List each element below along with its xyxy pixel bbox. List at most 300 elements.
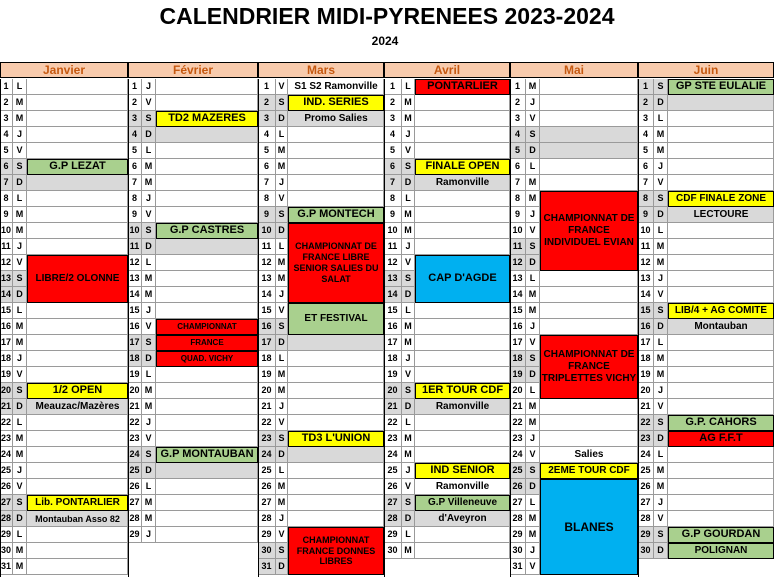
day-number[interactable]: 15	[638, 303, 654, 319]
day-number[interactable]: 23	[0, 431, 13, 447]
day-number[interactable]: 14	[128, 287, 142, 303]
day-number[interactable]: 24	[258, 447, 276, 463]
day-number[interactable]: 10	[384, 223, 402, 239]
day-number[interactable]: 20	[384, 383, 402, 399]
day-number[interactable]: 22	[128, 415, 142, 431]
day-cell[interactable]	[668, 335, 774, 351]
day-cell[interactable]	[288, 351, 384, 367]
day-number[interactable]: 16	[638, 319, 654, 335]
day-number[interactable]: 27	[258, 495, 276, 511]
day-cell[interactable]	[27, 239, 128, 255]
event-jan-4[interactable]	[27, 495, 128, 511]
weekday-letter[interactable]: L	[13, 415, 27, 431]
day-number[interactable]: 14	[384, 287, 402, 303]
weekday-letter[interactable]: M	[13, 335, 27, 351]
day-number[interactable]: 2	[510, 95, 526, 111]
day-number[interactable]: 9	[258, 207, 276, 223]
day-cell[interactable]	[668, 351, 774, 367]
weekday-letter[interactable]: L	[654, 335, 668, 351]
day-cell[interactable]	[415, 415, 510, 431]
day-number[interactable]: 3	[128, 111, 142, 127]
day-number[interactable]: 22	[258, 415, 276, 431]
weekday-letter[interactable]: S	[402, 159, 415, 175]
day-number[interactable]: 9	[0, 207, 13, 223]
day-cell[interactable]	[27, 335, 128, 351]
weekday-letter[interactable]: D	[526, 255, 540, 271]
day-cell[interactable]	[27, 415, 128, 431]
weekday-letter[interactable]: M	[142, 287, 156, 303]
day-number[interactable]: 15	[128, 303, 142, 319]
event-apr-2[interactable]	[415, 175, 510, 191]
weekday-letter[interactable]: J	[142, 79, 156, 95]
weekday-letter[interactable]: V	[402, 479, 415, 495]
day-cell[interactable]	[27, 559, 128, 575]
weekday-letter[interactable]: J	[276, 399, 288, 415]
day-number[interactable]: 1	[258, 79, 276, 95]
weekday-letter[interactable]: J	[276, 287, 288, 303]
day-cell[interactable]	[540, 95, 638, 111]
day-cell[interactable]	[415, 191, 510, 207]
day-cell[interactable]	[540, 175, 638, 191]
weekday-letter[interactable]: S	[402, 271, 415, 287]
day-cell[interactable]	[27, 479, 128, 495]
weekday-letter[interactable]: D	[276, 559, 288, 575]
day-number[interactable]: 9	[510, 207, 526, 223]
day-number[interactable]: 9	[638, 207, 654, 223]
day-cell[interactable]	[156, 383, 258, 399]
day-cell[interactable]	[156, 527, 258, 543]
event-mar-1[interactable]	[288, 95, 384, 111]
weekday-letter[interactable]: M	[276, 255, 288, 271]
day-number[interactable]: 2	[258, 95, 276, 111]
day-number[interactable]: 1	[0, 79, 13, 95]
day-number[interactable]: 1	[638, 79, 654, 95]
weekday-letter[interactable]: L	[402, 415, 415, 431]
day-number[interactable]: 30	[510, 543, 526, 559]
day-cell[interactable]	[156, 79, 258, 95]
day-number[interactable]: 12	[510, 255, 526, 271]
day-number[interactable]: 17	[510, 335, 526, 351]
day-number[interactable]: 2	[384, 95, 402, 111]
weekday-letter[interactable]: M	[13, 95, 27, 111]
weekday-letter[interactable]: M	[13, 543, 27, 559]
day-cell[interactable]	[156, 287, 258, 303]
weekday-letter[interactable]: S	[276, 431, 288, 447]
day-number[interactable]: 31	[0, 559, 13, 575]
day-cell[interactable]	[27, 111, 128, 127]
weekday-letter[interactable]: S	[142, 223, 156, 239]
day-cell[interactable]	[288, 479, 384, 495]
day-cell[interactable]	[540, 399, 638, 415]
day-cell[interactable]	[540, 159, 638, 175]
day-cell[interactable]	[668, 447, 774, 463]
day-number[interactable]: 1	[384, 79, 402, 95]
weekday-letter[interactable]: D	[276, 447, 288, 463]
day-cell[interactable]	[415, 319, 510, 335]
day-cell[interactable]	[27, 191, 128, 207]
day-cell[interactable]	[540, 415, 638, 431]
weekday-letter[interactable]: S	[276, 543, 288, 559]
weekday-letter[interactable]: M	[276, 143, 288, 159]
day-number[interactable]: 4	[258, 127, 276, 143]
weekday-letter[interactable]: S	[402, 495, 415, 511]
weekday-letter[interactable]: M	[402, 207, 415, 223]
day-number[interactable]: 3	[384, 111, 402, 127]
weekday-letter[interactable]: L	[654, 223, 668, 239]
weekday-letter[interactable]: M	[402, 447, 415, 463]
day-cell[interactable]	[27, 223, 128, 239]
weekday-letter[interactable]: M	[526, 79, 540, 95]
weekday-letter[interactable]: S	[13, 495, 27, 511]
day-number[interactable]: 16	[510, 319, 526, 335]
day-number[interactable]: 18	[638, 351, 654, 367]
day-cell[interactable]	[156, 479, 258, 495]
day-cell[interactable]	[27, 447, 128, 463]
day-number[interactable]: 11	[128, 239, 142, 255]
day-cell[interactable]	[156, 159, 258, 175]
weekday-letter[interactable]: M	[526, 399, 540, 415]
day-cell[interactable]	[668, 367, 774, 383]
day-cell[interactable]	[668, 271, 774, 287]
day-number[interactable]: 12	[258, 255, 276, 271]
weekday-letter[interactable]: V	[402, 367, 415, 383]
day-cell[interactable]	[27, 463, 128, 479]
weekday-letter[interactable]: S	[654, 415, 668, 431]
weekday-letter[interactable]: M	[142, 383, 156, 399]
weekday-letter[interactable]: M	[526, 415, 540, 431]
day-number[interactable]: 11	[0, 239, 13, 255]
day-number[interactable]: 23	[638, 431, 654, 447]
day-number[interactable]: 21	[0, 399, 13, 415]
day-number[interactable]: 15	[0, 303, 13, 319]
event-feb-3[interactable]	[156, 335, 258, 351]
weekday-letter[interactable]: J	[654, 495, 668, 511]
weekday-letter[interactable]: M	[402, 223, 415, 239]
day-number[interactable]: 18	[510, 351, 526, 367]
weekday-letter[interactable]: M	[13, 431, 27, 447]
weekday-letter[interactable]: D	[654, 319, 668, 335]
day-cell[interactable]	[27, 319, 128, 335]
weekday-letter[interactable]: S	[142, 447, 156, 463]
weekday-letter[interactable]: V	[276, 79, 288, 95]
day-cell[interactable]	[156, 463, 258, 479]
day-cell[interactable]	[27, 303, 128, 319]
weekday-letter[interactable]: M	[526, 175, 540, 191]
day-cell[interactable]	[540, 319, 638, 335]
event-apr-0[interactable]	[415, 79, 510, 95]
day-cell[interactable]	[415, 207, 510, 223]
weekday-letter[interactable]: D	[142, 127, 156, 143]
weekday-letter[interactable]: D	[526, 143, 540, 159]
event-apr-10[interactable]	[415, 511, 510, 527]
day-cell[interactable]	[288, 143, 384, 159]
day-number[interactable]: 11	[510, 239, 526, 255]
day-number[interactable]: 15	[258, 303, 276, 319]
weekday-letter[interactable]: D	[276, 223, 288, 239]
event-jan-1[interactable]	[27, 255, 128, 303]
weekday-letter[interactable]: V	[142, 431, 156, 447]
weekday-letter[interactable]: M	[276, 367, 288, 383]
weekday-letter[interactable]: J	[13, 239, 27, 255]
weekday-letter[interactable]: L	[276, 239, 288, 255]
event-feb-5[interactable]	[156, 447, 258, 463]
day-cell[interactable]	[540, 143, 638, 159]
day-cell[interactable]	[415, 367, 510, 383]
weekday-letter[interactable]: S	[654, 79, 668, 95]
day-number[interactable]: 23	[510, 431, 526, 447]
day-cell[interactable]	[415, 143, 510, 159]
weekday-letter[interactable]: L	[13, 191, 27, 207]
weekday-letter[interactable]: M	[654, 127, 668, 143]
day-number[interactable]: 17	[384, 335, 402, 351]
day-number[interactable]: 27	[128, 495, 142, 511]
weekday-letter[interactable]: V	[13, 479, 27, 495]
weekday-letter[interactable]: D	[654, 95, 668, 111]
day-number[interactable]: 3	[510, 111, 526, 127]
weekday-letter[interactable]: M	[402, 95, 415, 111]
day-number[interactable]: 2	[638, 95, 654, 111]
day-number[interactable]: 15	[510, 303, 526, 319]
weekday-letter[interactable]: M	[402, 319, 415, 335]
weekday-letter[interactable]: D	[142, 351, 156, 367]
day-number[interactable]: 17	[0, 335, 13, 351]
day-number[interactable]: 28	[510, 511, 526, 527]
weekday-letter[interactable]: J	[526, 207, 540, 223]
day-number[interactable]: 17	[258, 335, 276, 351]
day-cell[interactable]	[27, 207, 128, 223]
day-cell[interactable]	[156, 191, 258, 207]
day-number[interactable]: 5	[384, 143, 402, 159]
day-cell[interactable]	[668, 143, 774, 159]
day-number[interactable]: 5	[638, 143, 654, 159]
day-number[interactable]: 3	[0, 111, 13, 127]
event-jun-3[interactable]	[668, 303, 774, 319]
weekday-letter[interactable]: M	[654, 367, 668, 383]
day-number[interactable]: 5	[0, 143, 13, 159]
day-number[interactable]: 7	[258, 175, 276, 191]
day-number[interactable]: 22	[510, 415, 526, 431]
event-jun-5[interactable]	[668, 415, 774, 431]
day-number[interactable]: 23	[128, 431, 142, 447]
day-number[interactable]: 11	[638, 239, 654, 255]
day-number[interactable]: 16	[0, 319, 13, 335]
weekday-letter[interactable]: D	[276, 111, 288, 127]
day-number[interactable]: 25	[384, 463, 402, 479]
day-cell[interactable]	[27, 351, 128, 367]
day-number[interactable]: 31	[510, 559, 526, 575]
day-cell[interactable]	[156, 239, 258, 255]
day-number[interactable]: 2	[0, 95, 13, 111]
day-number[interactable]: 20	[128, 383, 142, 399]
day-number[interactable]: 29	[258, 527, 276, 543]
day-cell[interactable]	[27, 367, 128, 383]
day-number[interactable]: 12	[0, 255, 13, 271]
day-number[interactable]: 11	[258, 239, 276, 255]
day-number[interactable]: 21	[128, 399, 142, 415]
weekday-letter[interactable]: V	[142, 95, 156, 111]
weekday-letter[interactable]: M	[142, 271, 156, 287]
day-number[interactable]: 19	[638, 367, 654, 383]
weekday-letter[interactable]: L	[402, 303, 415, 319]
day-number[interactable]: 24	[128, 447, 142, 463]
weekday-letter[interactable]: M	[276, 495, 288, 511]
event-jan-2[interactable]	[27, 383, 128, 399]
day-cell[interactable]	[156, 175, 258, 191]
day-number[interactable]: 28	[128, 511, 142, 527]
event-jun-0[interactable]	[668, 79, 774, 95]
weekday-letter[interactable]: L	[402, 191, 415, 207]
day-number[interactable]: 11	[384, 239, 402, 255]
weekday-letter[interactable]: J	[526, 543, 540, 559]
event-apr-5[interactable]	[415, 399, 510, 415]
day-cell[interactable]	[415, 127, 510, 143]
day-number[interactable]: 13	[638, 271, 654, 287]
day-number[interactable]: 13	[510, 271, 526, 287]
weekday-letter[interactable]: D	[654, 207, 668, 223]
day-cell[interactable]	[288, 383, 384, 399]
day-cell[interactable]	[156, 431, 258, 447]
day-number[interactable]: 15	[384, 303, 402, 319]
day-number[interactable]: 26	[0, 479, 13, 495]
day-cell[interactable]	[288, 175, 384, 191]
day-number[interactable]: 26	[384, 479, 402, 495]
day-number[interactable]: 29	[384, 527, 402, 543]
weekday-letter[interactable]: M	[654, 463, 668, 479]
day-cell[interactable]	[156, 143, 258, 159]
weekday-letter[interactable]: S	[526, 351, 540, 367]
day-number[interactable]: 21	[384, 399, 402, 415]
weekday-letter[interactable]: M	[402, 431, 415, 447]
day-number[interactable]: 5	[128, 143, 142, 159]
day-cell[interactable]	[668, 287, 774, 303]
day-number[interactable]: 7	[638, 175, 654, 191]
weekday-letter[interactable]: D	[526, 367, 540, 383]
weekday-letter[interactable]: J	[276, 511, 288, 527]
day-cell[interactable]	[288, 159, 384, 175]
weekday-letter[interactable]: V	[402, 143, 415, 159]
weekday-letter[interactable]: M	[526, 303, 540, 319]
day-number[interactable]: 16	[258, 319, 276, 335]
day-cell[interactable]	[27, 431, 128, 447]
day-number[interactable]: 30	[638, 543, 654, 559]
weekday-letter[interactable]: V	[13, 367, 27, 383]
day-number[interactable]: 9	[384, 207, 402, 223]
weekday-letter[interactable]: L	[142, 143, 156, 159]
day-number[interactable]: 20	[0, 383, 13, 399]
weekday-letter[interactable]: M	[276, 479, 288, 495]
day-number[interactable]: 29	[128, 527, 142, 543]
day-cell[interactable]	[415, 223, 510, 239]
day-cell[interactable]	[288, 463, 384, 479]
day-number[interactable]: 8	[128, 191, 142, 207]
weekday-letter[interactable]: V	[526, 111, 540, 127]
day-number[interactable]: 14	[258, 287, 276, 303]
day-cell[interactable]	[668, 127, 774, 143]
day-cell[interactable]	[540, 271, 638, 287]
day-number[interactable]: 5	[258, 143, 276, 159]
day-number[interactable]: 16	[128, 319, 142, 335]
day-cell[interactable]	[415, 95, 510, 111]
day-cell[interactable]	[668, 479, 774, 495]
day-cell[interactable]	[156, 511, 258, 527]
weekday-letter[interactable]: L	[654, 447, 668, 463]
day-number[interactable]: 6	[0, 159, 13, 175]
day-number[interactable]: 28	[384, 511, 402, 527]
day-number[interactable]: 26	[638, 479, 654, 495]
event-apr-1[interactable]	[415, 159, 510, 175]
weekday-letter[interactable]: M	[142, 495, 156, 511]
day-number[interactable]: 8	[384, 191, 402, 207]
day-number[interactable]: 29	[638, 527, 654, 543]
day-cell[interactable]	[288, 447, 384, 463]
day-number[interactable]: 6	[638, 159, 654, 175]
weekday-letter[interactable]: L	[13, 527, 27, 543]
weekday-letter[interactable]: D	[276, 335, 288, 351]
event-mar-6[interactable]	[288, 431, 384, 447]
weekday-letter[interactable]: M	[13, 559, 27, 575]
weekday-letter[interactable]: L	[276, 463, 288, 479]
day-number[interactable]: 6	[384, 159, 402, 175]
day-cell[interactable]	[288, 191, 384, 207]
day-cell[interactable]	[415, 431, 510, 447]
day-cell[interactable]	[668, 463, 774, 479]
day-number[interactable]: 3	[258, 111, 276, 127]
weekday-letter[interactable]: S	[276, 207, 288, 223]
weekday-letter[interactable]: V	[276, 303, 288, 319]
day-cell[interactable]	[415, 239, 510, 255]
weekday-letter[interactable]: S	[526, 127, 540, 143]
day-cell[interactable]	[668, 95, 774, 111]
day-cell[interactable]	[668, 255, 774, 271]
day-number[interactable]: 19	[128, 367, 142, 383]
weekday-letter[interactable]: L	[142, 367, 156, 383]
weekday-letter[interactable]: M	[142, 175, 156, 191]
event-apr-6[interactable]	[540, 447, 638, 463]
day-cell[interactable]	[668, 159, 774, 175]
weekday-letter[interactable]: V	[526, 223, 540, 239]
day-number[interactable]: 12	[638, 255, 654, 271]
weekday-letter[interactable]: M	[654, 479, 668, 495]
day-cell[interactable]	[415, 303, 510, 319]
weekday-letter[interactable]: M	[402, 111, 415, 127]
weekday-letter[interactable]: V	[142, 207, 156, 223]
day-number[interactable]: 13	[128, 271, 142, 287]
weekday-letter[interactable]: J	[142, 415, 156, 431]
event-jan-5[interactable]	[27, 511, 128, 527]
weekday-letter[interactable]: L	[13, 79, 27, 95]
weekday-letter[interactable]: J	[526, 95, 540, 111]
day-number[interactable]: 24	[638, 447, 654, 463]
day-cell[interactable]	[415, 351, 510, 367]
day-number[interactable]: 5	[510, 143, 526, 159]
day-number[interactable]: 25	[128, 463, 142, 479]
day-cell[interactable]	[668, 223, 774, 239]
day-number[interactable]: 14	[0, 287, 13, 303]
day-number[interactable]: 27	[384, 495, 402, 511]
day-number[interactable]: 13	[258, 271, 276, 287]
weekday-letter[interactable]: J	[402, 127, 415, 143]
weekday-letter[interactable]: D	[402, 287, 415, 303]
day-number[interactable]: 4	[638, 127, 654, 143]
day-number[interactable]: 19	[510, 367, 526, 383]
weekday-letter[interactable]: M	[402, 543, 415, 559]
weekday-letter[interactable]: D	[526, 479, 540, 495]
day-number[interactable]: 23	[258, 431, 276, 447]
event-apr-9[interactable]	[415, 495, 510, 511]
day-cell[interactable]	[156, 255, 258, 271]
event-may-3[interactable]	[540, 479, 638, 575]
weekday-letter[interactable]: S	[654, 303, 668, 319]
